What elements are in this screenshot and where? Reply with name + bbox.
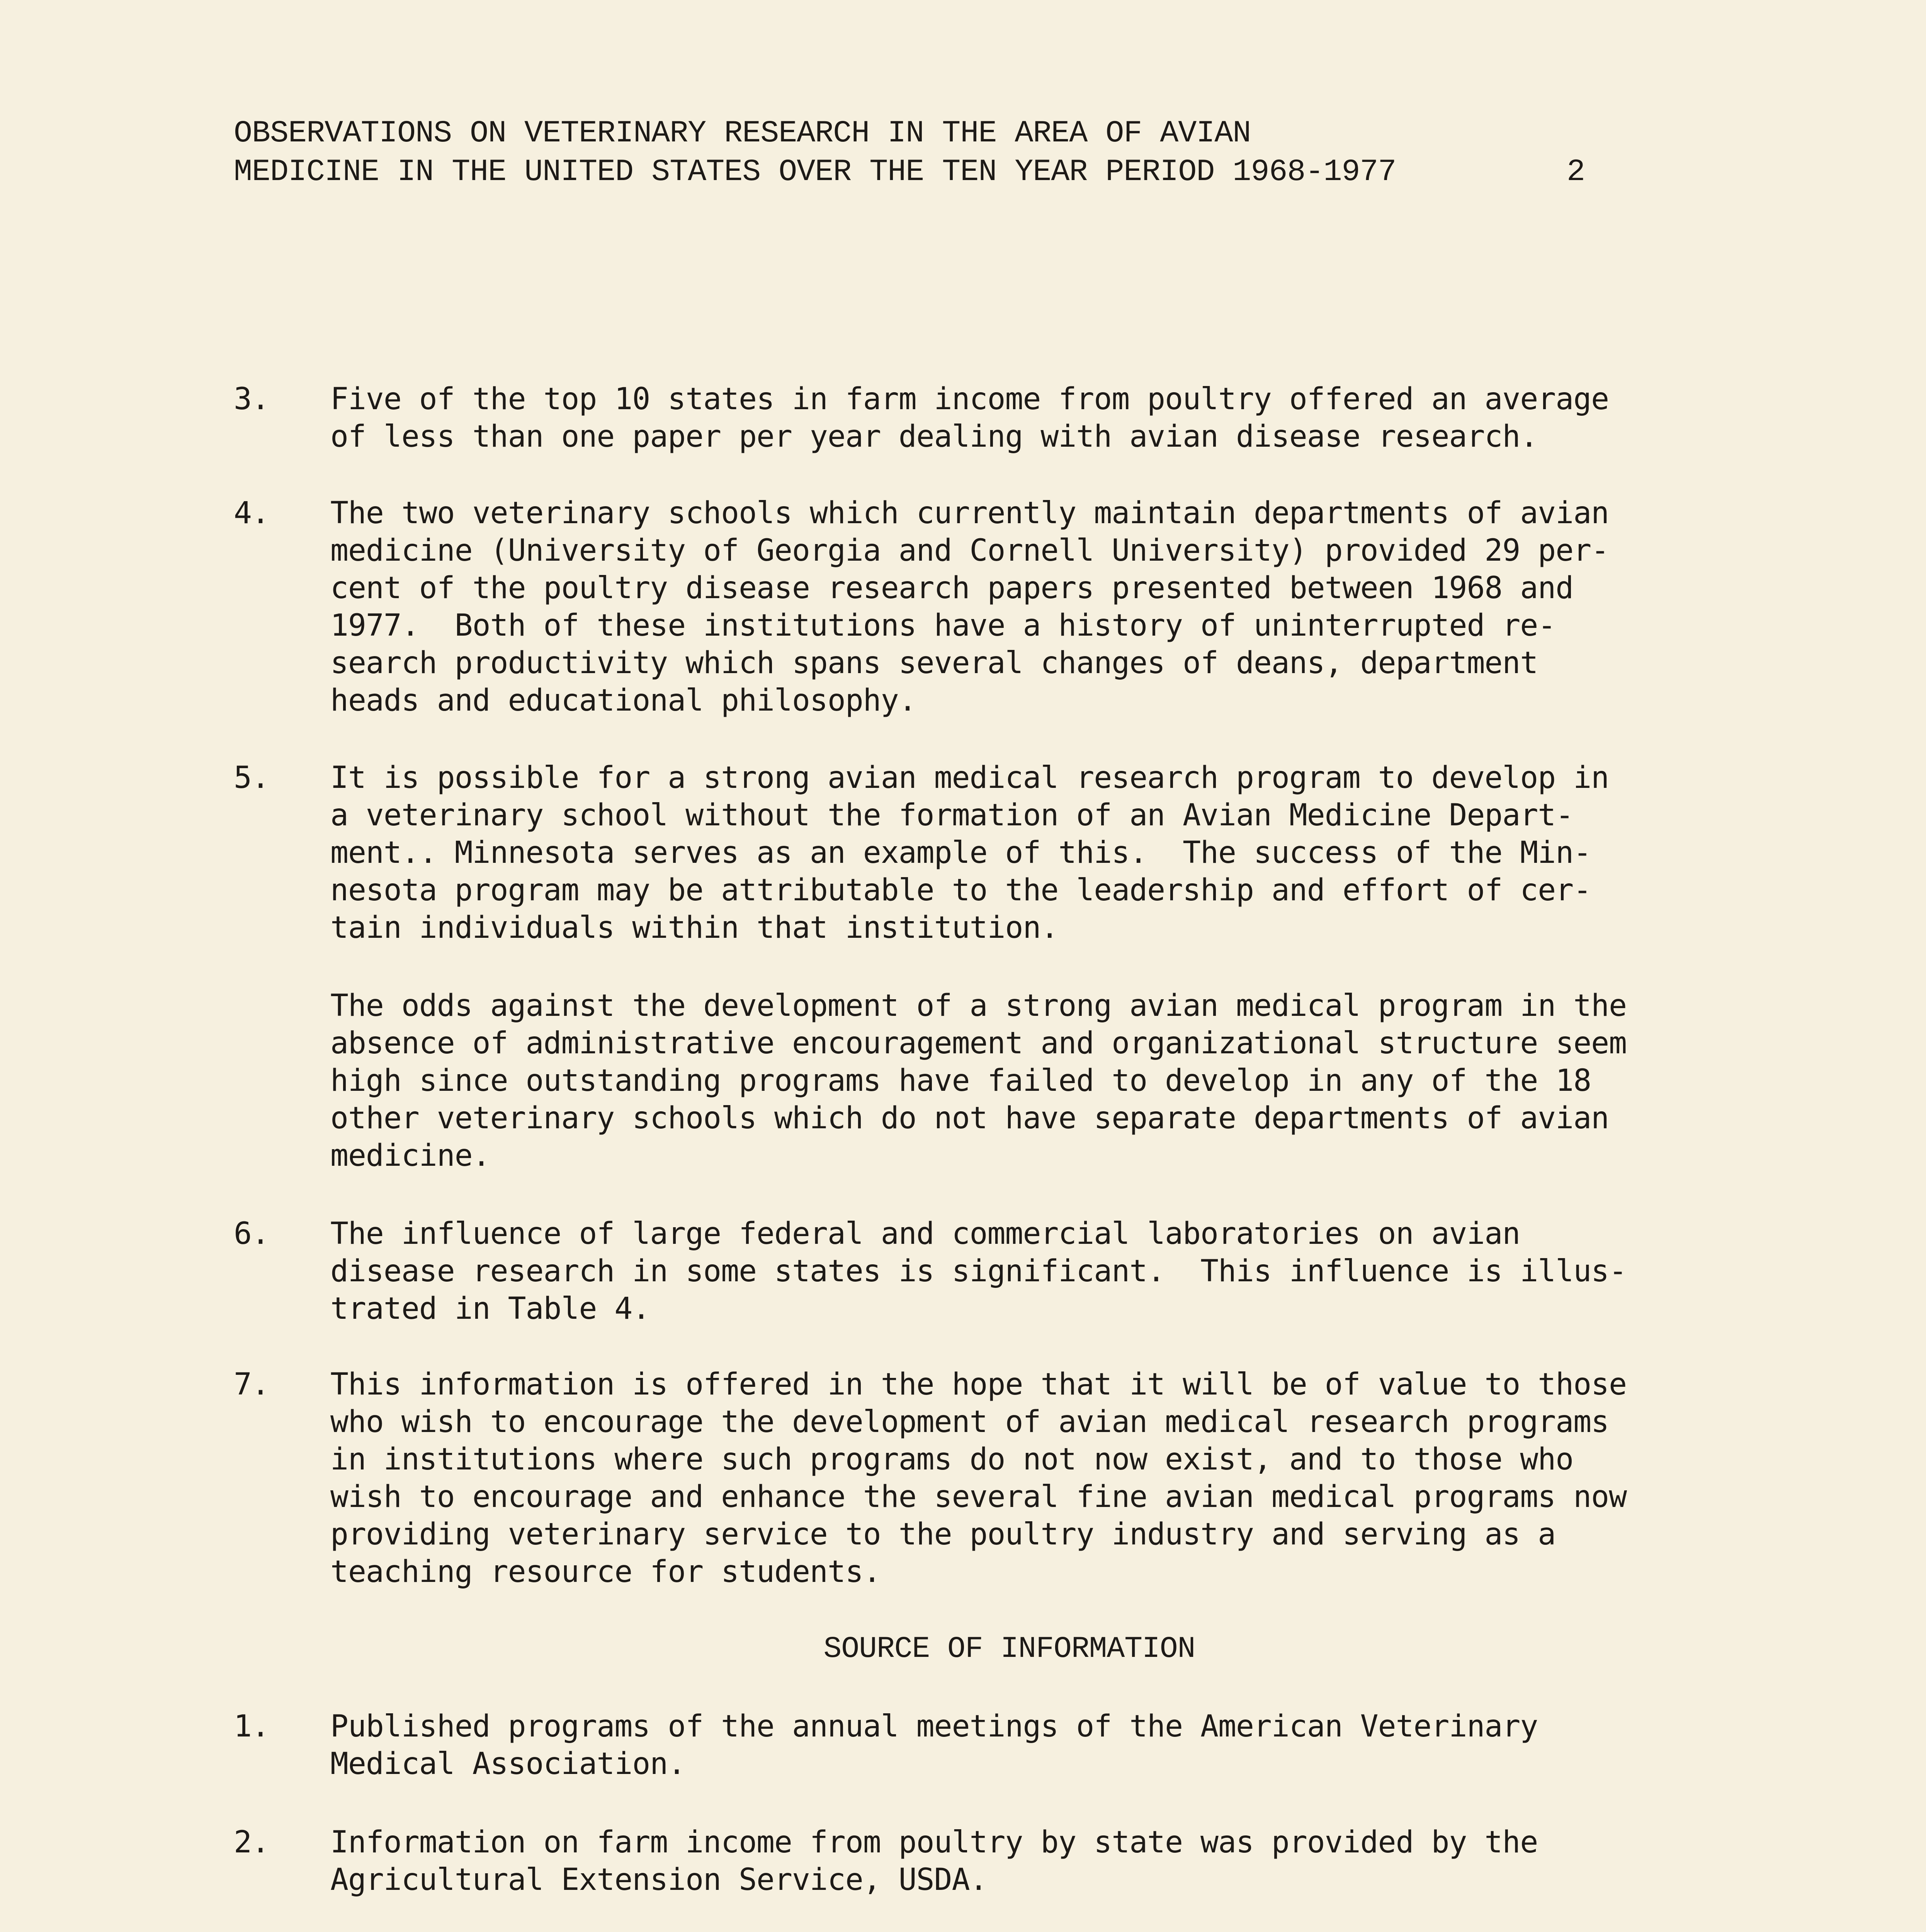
finding-item-5-continuation: The odds against the development of a strong avian medical program in the absence of administrative encouragement and organizational structure seem high since outstanding programs have failed to develop in any of the 18 other veterinary schools which do not have separate departments of avian medicine. <box>330 988 1627 1173</box>
item-text: Published programs of the annual meetings of the American Veterinary Medical Association. <box>330 1709 1538 1781</box>
item-text: The influence of large federal and commercial laboratories on avian disease research in some states is significant. This influence is illus- trated in Table 4. <box>330 1216 1627 1326</box>
source-item-2 <box>234 1824 1837 1932</box>
page-number: 2 <box>1567 155 1586 190</box>
item-number: 7. <box>234 1367 269 1402</box>
item-number: 3. <box>234 382 269 417</box>
finding-item-4 <box>234 495 1837 718</box>
item-number: 5. <box>234 760 269 795</box>
document-title <box>234 114 1396 192</box>
finding-item-5 <box>234 759 1837 945</box>
item-text: The two veterinary schools which currently maintain departments of avian medicine (University of Georgia and Cornell University) provided 29 per- cent of the poultry disease research papers presented between 1968 and 1977. Both of these institutions have a history of uninterrupted re- search productivity which spans several changes of deans, department heads and educational philosophy. <box>330 496 1609 718</box>
title-line-2: MEDICINE IN THE UNITED STATES OVER THE TEN YEAR PERIOD 1968-1977 <box>234 155 1396 190</box>
item-text: This information is offered in the hope that it will be of value to those who wish to encourage the development of avian medical research programs in institutions where such programs do not now exist, and to those who wish to encourage and enhance the several fine avian medical programs now providing veterinary service to the poultry industry and serving as a teaching resource for students. <box>330 1367 1627 1589</box>
item-number: 2. <box>234 1825 269 1860</box>
item-text: Five of the top 10 states in farm income from poultry offered an average of less than one paper per year dealing with avian disease research. <box>330 382 1609 454</box>
item-text: Information on farm income from poultry by state was provided by the Agricultural Extension Service, USDA. <box>330 1825 1538 1897</box>
item-number: 6. <box>234 1216 269 1251</box>
sources-heading: SOURCE OF INFORMATION <box>823 1632 1195 1666</box>
item-text: It is possible for a strong avian medical research program to develop in a veterinary school without the formation of an Avian Medicine Depart- ment.. Minnesota serves as an example of this. The success of the Min- nesota program may be attributable to the leadership and effort of cer- tain individuals within that institution. <box>330 760 1609 945</box>
finding-item-7 <box>234 1366 1837 1589</box>
item-number: 1. <box>234 1709 269 1744</box>
title-line-1: OBSERVATIONS ON VETERINARY RESEARCH IN THE AREA OF AVIAN <box>234 116 1251 151</box>
item-number: 4. <box>234 496 269 531</box>
finding-item-6 <box>234 1215 1837 1365</box>
